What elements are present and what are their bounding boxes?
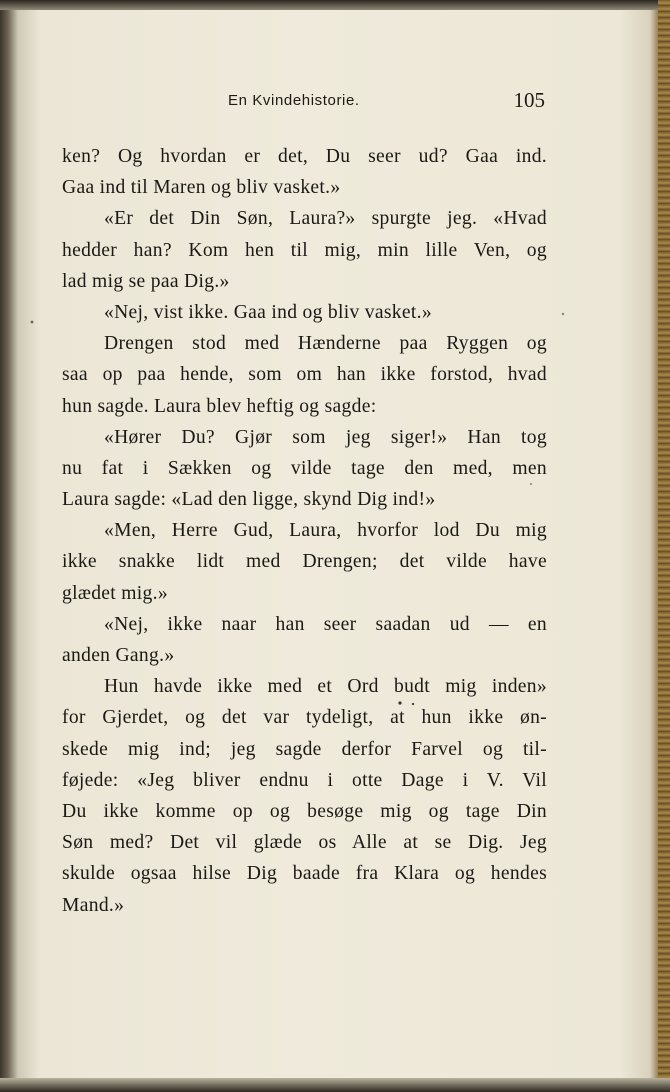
text-line: «Hører Du? Gjør som jeg siger!» Han tog: [104, 426, 547, 448]
text-line: «Er det Din Søn, Laura?» spurgte jeg. «Hvad: [104, 208, 547, 230]
body-text: [62, 141, 547, 921]
text-line: skede mig ind; jeg sagde derfor Farvel og til-: [62, 738, 547, 760]
text-line: saa op paa hende, som om han ikke forstod, hvad: [62, 364, 547, 386]
text-line: «Nej, vist ikke. Gaa ind og bliv vasket.»: [104, 301, 432, 323]
text-line: ken? Og hvordan er det, Du seer ud? Gaa ind.: [62, 146, 547, 167]
text-line: Mand.»: [62, 894, 125, 916]
text-line: hun sagde. Laura blev heftig og sagde:: [62, 395, 377, 417]
text-line: «Men, Herre Gud, Laura, hvorfor lod Du mig: [104, 520, 547, 542]
text-line: Hun havde ikke med et Ord budt mig inden»: [104, 676, 547, 698]
text-line: Gaa ind til Maren og bliv vasket.»: [62, 177, 341, 199]
text-line: Søn med? Det vil glæde os Alle at se Dig. Jeg: [62, 832, 547, 854]
text-line: anden Gang.»: [62, 645, 175, 666]
text-line: føjede: «Jeg bliver endnu i otte Dage i V. Vil: [62, 769, 547, 791]
page-header: [62, 88, 547, 116]
text-line: Du ikke komme op og besøge mig og tage Din: [62, 800, 547, 822]
text-line: lad mig se paa Dig.»: [62, 270, 230, 292]
text-line: ikke snakke lidt med Drengen; det vilde have: [62, 551, 547, 573]
text-line: «Nej, ikke naar han seer saadan ud — en: [104, 613, 547, 635]
text-line: nu fat i Sækken og vilde tage den med, men: [62, 457, 547, 479]
text-line: for Gjerdet, og det var tydeligt, at hun ikke øn-: [62, 707, 547, 729]
page-bottom-edge: [0, 1078, 670, 1092]
page-number: 105: [513, 88, 545, 112]
page-fore-edge: [658, 0, 670, 1092]
running-title: En Kvindehistorie.: [228, 92, 360, 109]
page-top-edge: [0, 0, 670, 10]
text-line: Drengen stod med Hænderne paa Ryggen og: [104, 333, 547, 355]
text-line: skulde ogsaa hilse Dig baade fra Klara og hendes: [62, 863, 547, 885]
text-line: glædet mig.»: [62, 582, 168, 604]
text-line: hedder han? Kom hen til mig, min lille Ven, og: [62, 239, 547, 261]
text-line: Laura sagde: «Lad den ligge, skynd Dig ind!»: [62, 489, 436, 511]
